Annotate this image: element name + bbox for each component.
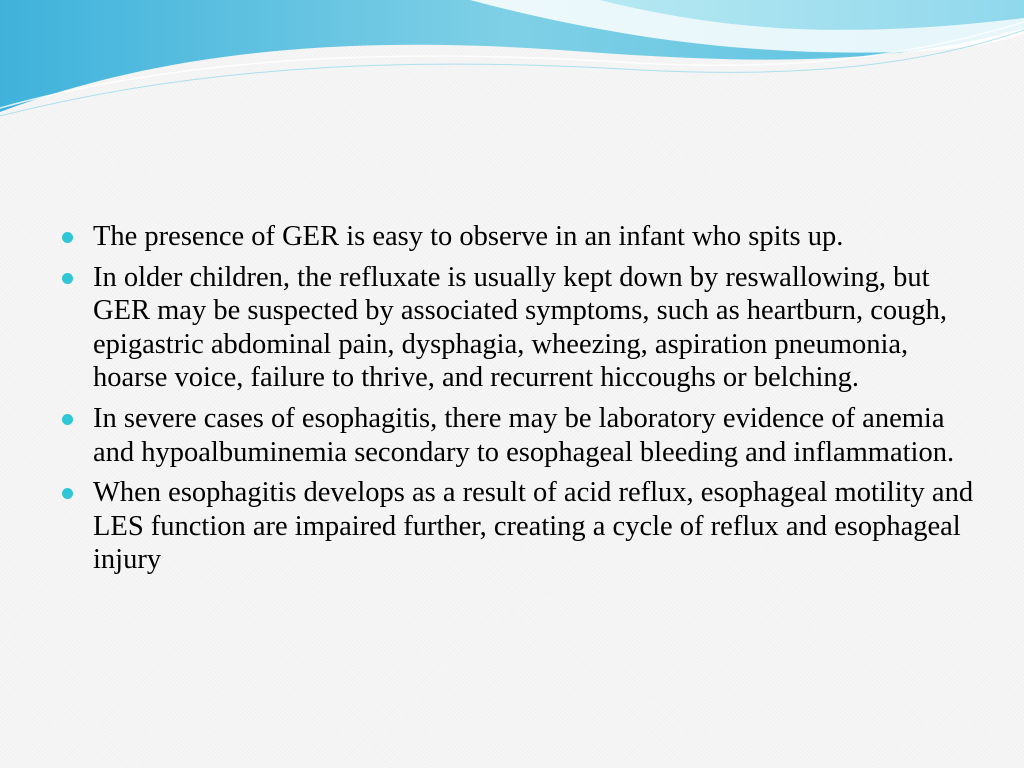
- bullet-dot-icon: [62, 232, 73, 243]
- bullet-dot-icon: [62, 414, 73, 425]
- header-wave-decoration: [0, 0, 1024, 130]
- bullet-list: [60, 220, 980, 584]
- bullet-dot-icon: [62, 273, 73, 284]
- bullet-dot-icon: [62, 488, 73, 499]
- bullet-text: When esophagitis develops as a result of acid reflux, esophageal motility and LES function are impaired further, creating a cycle of reflux and esophageal injury: [93, 477, 974, 576]
- bullet-text: The presence of GER is easy to observe in an infant who spits up.: [93, 221, 844, 252]
- bullet-text: In older children, the refluxate is usually kept down by reswallowing, but GER may be suspected by associated symptoms, such as heartburn, cough, epigastric abdominal pain, dysphagia, wheezing, aspiration pneumonia, hoarse voice, failure to thrive, and recurrent hiccoughs or belching.: [93, 261, 948, 394]
- bullet-text: In severe cases of esophagitis, there may be laboratory evidence of anemia and hypoalbuminemia secondary to esophageal bleeding and inflammation.: [93, 402, 955, 468]
- bullet-item: [60, 402, 980, 469]
- bullet-item: [60, 220, 980, 254]
- bullet-item: [60, 476, 980, 577]
- bullet-item: [60, 261, 980, 395]
